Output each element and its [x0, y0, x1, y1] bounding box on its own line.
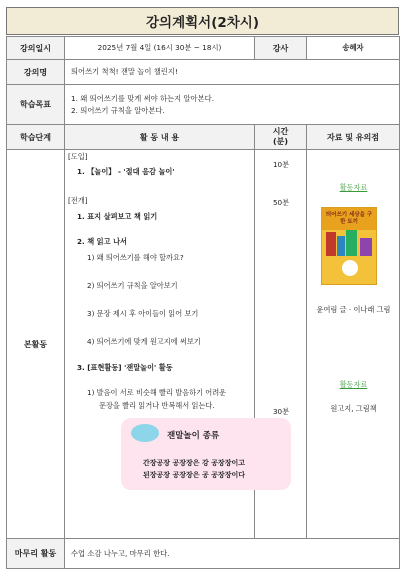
material-items: 원고지, 그림책: [330, 404, 377, 413]
closing-label: 마무리 활동: [7, 539, 65, 569]
step-1: 1. 표지 살펴보고 책 읽기: [77, 212, 158, 221]
closing-value: 수업 소감 나누고, 마무리 한다.: [65, 539, 400, 569]
question-4: 4) 띄어쓰기에 맞게 원고지에 써보기: [87, 337, 201, 346]
lesson-plan-table: [6, 36, 400, 569]
time-content: [255, 150, 307, 539]
step-2: 2. 책 읽고 나서: [77, 237, 127, 246]
instructor-label: 강사: [255, 37, 307, 60]
box-line: 간장공장 공장장은 강 공장장이고: [143, 459, 245, 467]
question-1: 1) 왜 띄어쓰기를 해야 할까요?: [87, 253, 184, 262]
question-3: 3) 문장 제시 후 아이들이 읽어 보기: [87, 309, 199, 318]
activity-content: [65, 150, 255, 539]
materials-content: [307, 150, 400, 539]
goal-item: 1. 왜 띄어쓰기를 맞게 써야 하는지 알아본다.: [71, 93, 215, 103]
book-cover-image: [321, 207, 377, 285]
goal-list: [65, 85, 400, 125]
header-activity: 활 동 내 용: [65, 125, 255, 150]
goal-item: 2. 띄어쓰기 규칙을 알아본다.: [71, 105, 165, 115]
goal-label: 학습목표: [7, 85, 65, 125]
material-link[interactable]: 활동자료: [339, 183, 368, 192]
course-name-label: 강의명: [7, 60, 65, 85]
book-title: 띄어쓰기 세상을 구한 토끼: [325, 212, 373, 225]
course-name-value: 띄어쓰기 척척! 잰말 놀이 챌린지!: [65, 60, 400, 85]
header-materials: 자료 및 유의점: [307, 125, 400, 150]
question-2: 2) 띄어쓰기 규칙을 알아보기: [87, 281, 178, 290]
header-stage: 학습단계: [7, 125, 65, 150]
instructor-value: 송혜자: [307, 37, 400, 60]
book-author: 윤여림 글 · 이나래 그림: [316, 305, 391, 314]
material-link[interactable]: 활동자료: [339, 380, 368, 389]
stage-main: 본활동: [7, 150, 65, 539]
date-label: 강의일시: [7, 37, 65, 60]
time-development: 50분: [272, 198, 290, 207]
step-3: 3. [표현활동] '잰말놀이' 활동: [77, 363, 173, 372]
date-value: 2025년 7월 4일 (16시 30분 ~ 18시): [65, 37, 255, 60]
intro-tag: [도입]: [68, 152, 88, 161]
time-activity: 30분: [272, 407, 290, 416]
box-title: 잰말놀이 종류: [167, 431, 220, 441]
page-title: 강의계획서(2차시): [6, 7, 399, 35]
box-line: 된장공장 공장장은 공 공장장이다: [143, 471, 245, 479]
speech-bubble-icon: [131, 424, 159, 442]
intro-item: 1. 【놀이】 - '절대 음감 놀이': [77, 167, 175, 176]
step-3-desc: 문장을 빨리 읽거나 반복해서 읽는다.: [99, 401, 215, 410]
dev-tag: [전개]: [68, 196, 88, 205]
time-intro: 10분: [272, 160, 290, 169]
step-3-desc: 1) 발음이 서로 비슷해 빨리 발음하기 어려운: [87, 388, 227, 397]
header-time: 시간 (분): [255, 125, 307, 150]
